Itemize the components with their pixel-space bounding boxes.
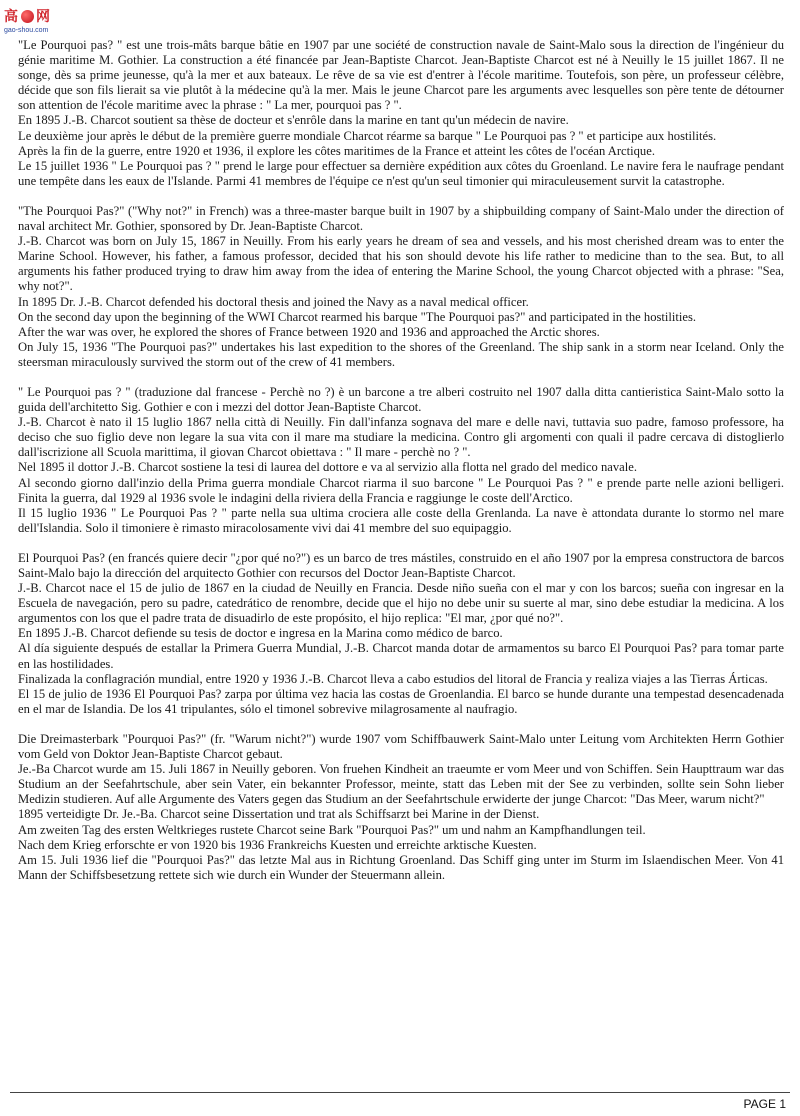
paragraph: J.-B. Charcot was born on July 15, 1867 in Neuilly. From his early years he dream of sea and vessels, and his most cherished dream was to enter the Marine School. However, his father, a famous professor, decided that his son should devote his life rather to medicine than to the sea. But, to all arguments his father produced trying to draw him away from the idea of entering the Marine School, the young Charcot objected with a phrase: "Sea, why not?". [18,234,784,294]
site-logo [4,6,94,36]
paragraph: Il 15 luglio 1936 " Le Pourquoi Pas ? " parte nella sua ultima crociera alle coste della Grenlanda. La nave è attondata durante lo stormo nel mare dell'Islandia. Solo il timoniere è rimasto miracolosamente vivi dai 41 membre del suo equipaggio. [18,505,784,535]
paragraph: Die Dreimasterbark "Pourquoi Pas?" (fr. "Warum nicht?") wurde 1907 vom Schiffbauwerk Saint-Malo unter Leitung vom Architekten Herrn Gothier vom Geld von Doktor Jean-Baptiste Charcot gebaut. [18,731,784,762]
paragraph: J.-B. Charcot nace el 15 de julio de 1867 en la ciudad de Neuilly en Francia. Desde niño sueña con el mar y con los barcos; sueña con ingresar en la Escuela de navegación, pero su padre, catedrático de renombre, decide que el hijo no debe unir su suerte al mar, sino debe estudiar la medicina. A los argumentos con los que el padre trata de disuadirlo de este propósito, el hijo replica: "El mar, ¿por qué no?". [18,581,784,626]
paragraph: "Le Pourquoi pas? " est une trois-mâts barque bâtie en 1907 par une société de construction navale de Saint-Malo sous la direction de l'ingénieur du génie maritime M. Gothier. La construction a été financée par Jean-Baptiste Charcot. Jean-Baptiste Charcot est né à Neuilly le 15 juillet 1867. Il ne songe, dès sa prime jeunesse, qu'à la mer et aux bateaux. Le rêve de sa vie est d'entrer à l'école maritime. Toutefois, son père, un professeur célèbre, décide que son fils lierait sa vie plutôt à la médecine qu'à la mer. Mais le jeune Charcot pare les arguments avec lesquelles son père tente de détourner son attention de l'école maritime avec la phrase : " La mer, pourquoi pas ? ". [18,38,784,113]
paragraph: En 1895 J.-B. Charcot soutient sa thèse de docteur et s'enrôle dans la marine en tant qu'un médecin de navire. [18,113,569,128]
paragraph: " Le Pourquoi pas ? " (traduzione dal francese - Perchè no ?) è un barcone a tre alberi costruito nel 1907 dalla ditta cantieristica Saint-Malo sotto la guida dell'architetto Sig. Gothier e con i mezzi del dottor Jean-Baptiste Charcot. [18,384,784,415]
paragraph: In 1895 Dr. J.-B. Charcot defended his doctoral thesis and joined the Navy as a naval medical officer. [18,294,529,309]
paragraph: J.-B. Charcot è nato il 15 luglio 1867 nella città di Neuilly. Fin dall'infanza sognava del mare e delle navi, tuttavia suo padre, famoso professore, ha deciso che suo figlio deve non legare la sua vita con il mare ma studiare la medicina. Contro gli argomenti con quali il padre cercava di distoglierlo dall'iscrizione all Scuola marittima, il giovan Charcot obiettava : " Il mare - perchè no ? ". [18,415,784,460]
logo-url: gao-shou.com [4,27,49,34]
paragraph: En 1895 J.-B. Charcot defiende su tesis de doctor e ingresa en la Marina como médico de barco. [18,626,503,641]
paragraph: After the war was over, he explored the shores of France between 1920 and 1936 and approached the Arctic shores. [18,324,600,339]
paragraph: On the second day upon the beginning of the WWI Charcot rearmed his barque "The Pourquoi pas?" and participated in the hostilities. [18,309,697,324]
logo-ball-icon [21,10,34,23]
logo-text-left: 高 [4,8,19,24]
paragraph: Am 15. Juli 1936 lief die "Pourquoi Pas?" das letzte Mal aus in Richtung Groenland. Das Schiff ging unter im Sturm im Islaendischen Meer. Von 41 Mann der Schiffsbesetzung rettete sich wie durch ein Wunder der Steuermann allein. [18,852,784,882]
paragraph: El Pourquoi Pas? (en francés quiere decir "¿por qué no?") es un barco de tres mástiles, construido en el año 1907 por la empresa constructora de barcos Saint-Malo bajo la dirección del arquitecto Gothier con recursos del Doctor Jean-Baptiste Charcot. [18,550,784,580]
section-gap [18,189,784,204]
paragraph: Am zweiten Tag des ersten Weltkrieges rustete Charcot seine Bark "Pourquoi Pas?" um und nahm an Kampfhandlungen teil. [18,822,646,837]
paragraph: Je.-Ba Charcot wurde am 15. Juli 1867 in Neuilly geboren. Von fruehen Kindheit an traeumte er vom Meer und von Schiffen. Sein Haupttraum war das Studium an der Seefahrtschule, aber sein Vater, ein bekannter Professor, meinte, statt das Leben mit der See zu verbinden, sollte sein Sohn lieber Medizin studieren. Auf alle Argumente des Vaters gegen das Studium an der Seefahrtschule erwiderte der junge Charcot: "Das Meer, warum nicht?" [18,762,784,807]
paragraph: 1895 verteidigte Dr. Je.-Ba. Charcot seine Dissertation und trat als Schiffsarzt bei Marine in der Dienst. [18,807,540,822]
paragraph: Al secondo giorno dall'inzio della Prima guerra mondiale Charcot riarma il suo barcone " Le Pourquoi Pas ? " e prende parte nelle azioni belligeri. Finita la guerra, dal 1929 al 1936 svole le indagini della riviera della Francia e raggiunge le coste dell'Arctico. [18,475,784,505]
section-gap [18,536,784,551]
paragraph: Nel 1895 il dottor J.-B. Charcot sostiene la tesi di laurea del dottore e va al servizio alla flotta nel grado del medico navale. [18,460,637,475]
logo-text-right: 网 [36,8,51,24]
section-gap [18,370,784,385]
paragraph: Le deuxième jour après le début de la première guerre mondiale Charcot réarme sa barque " Le Pourquoi pas ? " et participe aux hostilités. [18,128,717,143]
paragraph: Après la fin de la guerre, entre 1920 et 1936, il explore les côtes maritimes de la France et atteint les côtes de l'océan Arctique. [18,143,655,158]
paragraph: Al día siguiente después de estallar la Primera Guerra Mundial, J.-B. Charcot manda dotar de armamentos su barco El Pourquoi Pas? para tomar parte en las hostilidades. [18,641,784,671]
paragraph: Le 15 juillet 1936 " Le Pourquoi pas ? " prend le large pour effectuer sa dernière expédition aux côtes du Groenland. Le navire fera le naufrage pendant une tempête dans les eaux de l'Islande. Parmi 41 membres de l'équipe ce n'est qu'un seul timonier qui miraculeusement survit la catastrophe. [18,158,784,188]
paragraph: Finalizada la conflagración mundial, entre 1920 y 1936 J.-B. Charcot lleva a cabo estudios del litoral de Francia y realiza viajes a las Tierras Árticas. [18,671,768,686]
paragraph: El 15 de julio de 1936 El Pourquoi Pas? zarpa por última vez hacia las costas de Groenlandia. El barco se hunde durante una tempestad desencadenada en el mar de Islandia. De los 41 tripulantes, sólo el timonel sobrevive milagrosamente al naufragio. [18,686,784,716]
section-gap [18,717,784,732]
paragraph: "The Pourquoi Pas?" ("Why not?" in French) was a three-master barque built in 1907 by a shipbuilding company of Saint-Malo under the direction of naval architect Mr. Gothier, sponsored by Dr. Jean-Baptiste Charcot. [18,203,784,234]
footer-divider [10,1092,790,1093]
document-body [18,38,784,883]
paragraph: On July 15, 1936 "The Pourquoi pas?" undertakes his last expedition to the shores of the Greenland. The ship sank in a storm near Iceland. Only the steersman miraculously survived the storm out of the crew of 41 members. [18,339,784,369]
page-number: PAGE 1 [743,1097,786,1111]
paragraph: Nach dem Krieg erforschte er von 1920 bis 1936 Frankreichs Kuesten und erreichte arktische Kuesten. [18,837,537,852]
